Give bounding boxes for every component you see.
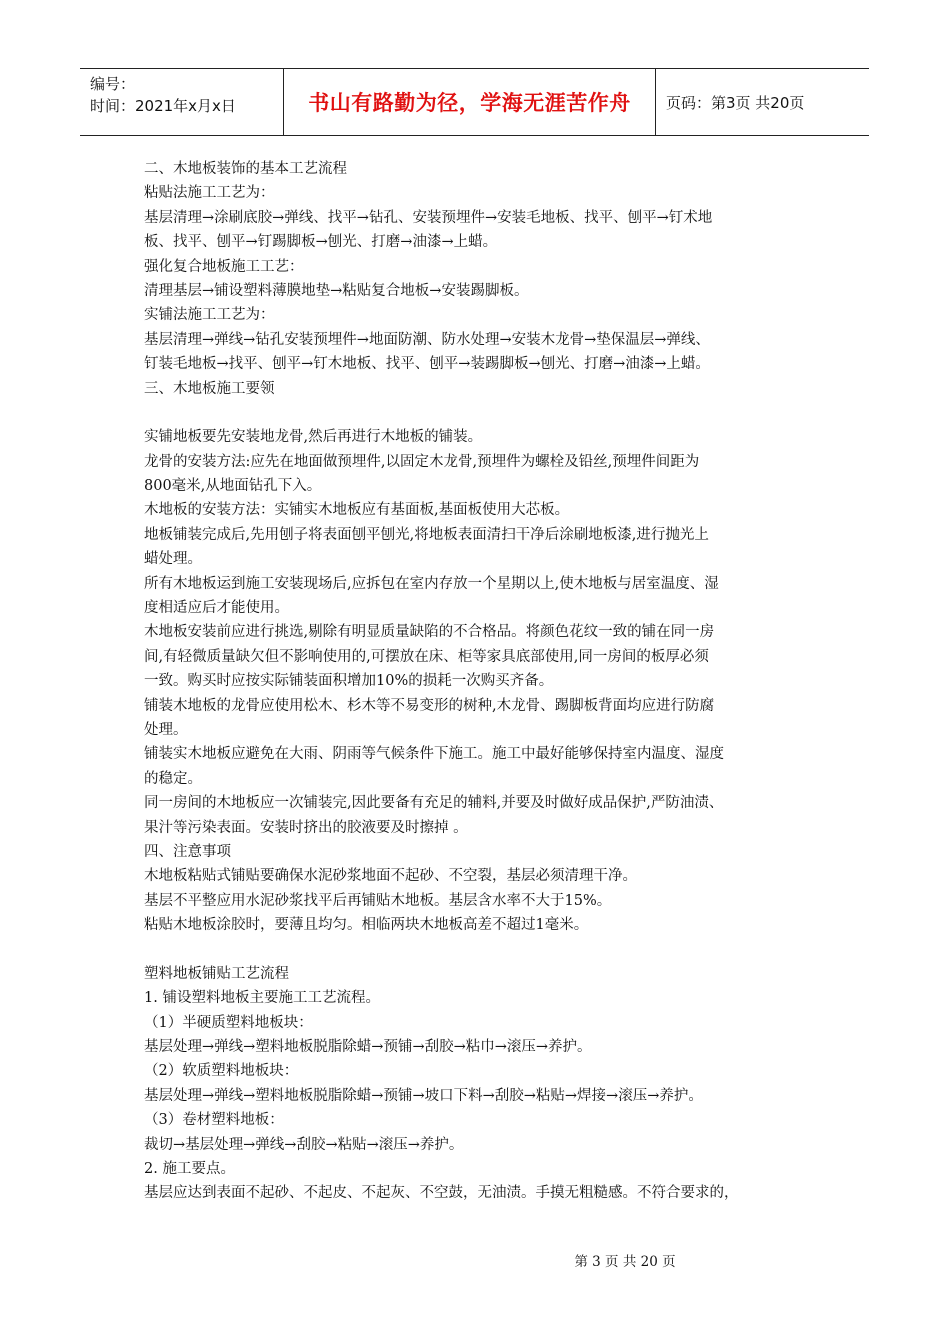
text-line: 的稳定。 xyxy=(144,770,202,787)
text-line: 同一房间的木地板应一次铺装完,因此要备有充足的辅料,并要及时做好成品保护,严防油渍、 xyxy=(144,795,724,812)
document-code-label: 编号： xyxy=(90,75,136,93)
text-line: 塑料地板铺贴工艺流程 xyxy=(144,965,289,982)
text-line: 蜡处理。 xyxy=(144,551,202,568)
text-line: 果汁等污染表面。安装时挤出的胶液要及时擦掉 。 xyxy=(144,819,468,836)
blank-line xyxy=(144,401,834,425)
text-line: 龙骨的安装方法:应先在地面做预埋件,以固定木龙骨,预埋件为螺栓及铅丝,预埋件间距为 xyxy=(144,453,700,470)
text-line: 所有木地板运到施工安装现场后,应拆包在室内存放一个星期以上,使木地板与居室温度、湿 xyxy=(144,575,719,592)
text-line: 基层清理→弹线→钻孔安装预埋件→地面防潮、防水处理→安装木龙骨→垫保温层→弹线、 xyxy=(144,331,710,348)
text-line: 强化复合地板施工工艺： xyxy=(144,258,304,275)
text-line: 粘贴法施工工艺为： xyxy=(144,185,275,202)
text-line: （2）软质塑料地板块： xyxy=(144,1063,299,1080)
text-line: 木地板的安装方法：实铺实木地板应有基面板,基面板使用大芯板。 xyxy=(144,502,570,519)
document-body xyxy=(144,157,834,1206)
text-line: 清理基层→铺设塑料薄膜地垫→粘贴复合地板→安装踢脚板。 xyxy=(144,282,529,299)
text-line: 实铺地板要先安装地龙骨,然后再进行木地板的铺装。 xyxy=(144,429,483,446)
text-line: 木地板安装前应进行挑选,剔除有明显质量缺陷的不合格品。将颜色花纹一致的铺在同一房 xyxy=(144,624,715,641)
text-line: 800毫米,从地面钻孔下入。 xyxy=(144,478,322,495)
text-line: 粘贴木地板涂胶时，要薄且均匀。相临两块木地板高差不超过1毫米。 xyxy=(144,917,589,934)
text-line: 铺装实木地板应避免在大雨、阴雨等气候条件下施工。施工中最好能够保持室内温度、湿度 xyxy=(144,746,724,763)
text-line: 三、木地板施工要领 xyxy=(144,380,275,397)
text-line: 木地板粘贴式铺贴要确保水泥砂浆地面不起砂、不空裂，基层必须清理干净。 xyxy=(144,868,637,885)
header-page-info: 页码：第3页 共20页 xyxy=(666,93,805,112)
text-line: 基层处理→弹线→塑料地板脱脂除蜡→预铺→坡口下料→刮胶→粘贴→焊接→滚压→养护。 xyxy=(144,1087,703,1104)
text-line: 板、找平、刨平→钉踢脚板→刨光、打磨→油漆→上蜡。 xyxy=(144,234,498,251)
text-line: 基层处理→弹线→塑料地板脱脂除蜡→预铺→刮胶→粘巾→滚压→养护。 xyxy=(144,1039,592,1056)
text-line: 度相适应后才能使用。 xyxy=(144,600,289,617)
text-line: 四、注意事项 xyxy=(144,843,231,860)
blank-line xyxy=(144,938,834,962)
text-line: 基层不平整应用水泥砂浆找平后再铺贴木地板。基层含水率不大于15%。 xyxy=(144,892,612,909)
text-line: 地板铺装完成后,先用刨子将表面刨平刨光,将地板表面清扫干净后涂刷地板漆,进行抛光上 xyxy=(144,526,709,543)
text-line: 基层清理→涂刷底胶→弹线、找平→钻孔、安装预埋件→安装毛地板、找平、刨平→钉术地 xyxy=(144,209,713,226)
page-header xyxy=(80,68,869,136)
text-line: 二、木地板装饰的基本工艺流程 xyxy=(144,161,347,177)
text-line: 一致。购买时应按实际铺装面积增加10%的损耗一次购买齐备。 xyxy=(144,673,554,690)
text-line: 实铺法施工工艺为： xyxy=(144,307,275,324)
text-line: 基层应达到表面不起砂、不起皮、不起灰、不空鼓，无油渍。手摸无粗糙感。不符合要求的， xyxy=(144,1185,739,1202)
text-line: 间,有轻微质量缺欠但不影响使用的,可摆放在床、柜等家具底部使用,同一房间的板厚必须 xyxy=(144,648,709,665)
header-meta xyxy=(80,69,283,135)
text-line: 1. 铺设塑料地板主要施工工艺流程。 xyxy=(144,990,380,1007)
text-line: 铺装木地板的龙骨应使用松木、杉木等不易变形的树种,木龙骨、踢脚板背面均应进行防腐 xyxy=(144,697,715,714)
text-line: 钉装毛地板→找平、刨平→钉木地板、找平、刨平→装踢脚板→刨光、打磨→油漆→上蜡。 xyxy=(144,356,710,373)
document-date: 时间：2021年x月x日 xyxy=(90,97,236,115)
page-footer: 第 3 页 共 20 页 xyxy=(574,1254,676,1270)
text-line: 裁切→基层处理→弹线→刮胶→粘贴→滚压→养护。 xyxy=(144,1136,464,1153)
text-line: （1）半硬质塑料地板块： xyxy=(144,1014,313,1031)
text-line: 处理。 xyxy=(144,721,188,738)
header-motto: 书山有路勤为径，学海无涯苦作舟 xyxy=(283,69,656,135)
text-line: （3）卷材塑料地板： xyxy=(144,1112,284,1129)
text-line: 2. 施工要点。 xyxy=(144,1161,235,1178)
